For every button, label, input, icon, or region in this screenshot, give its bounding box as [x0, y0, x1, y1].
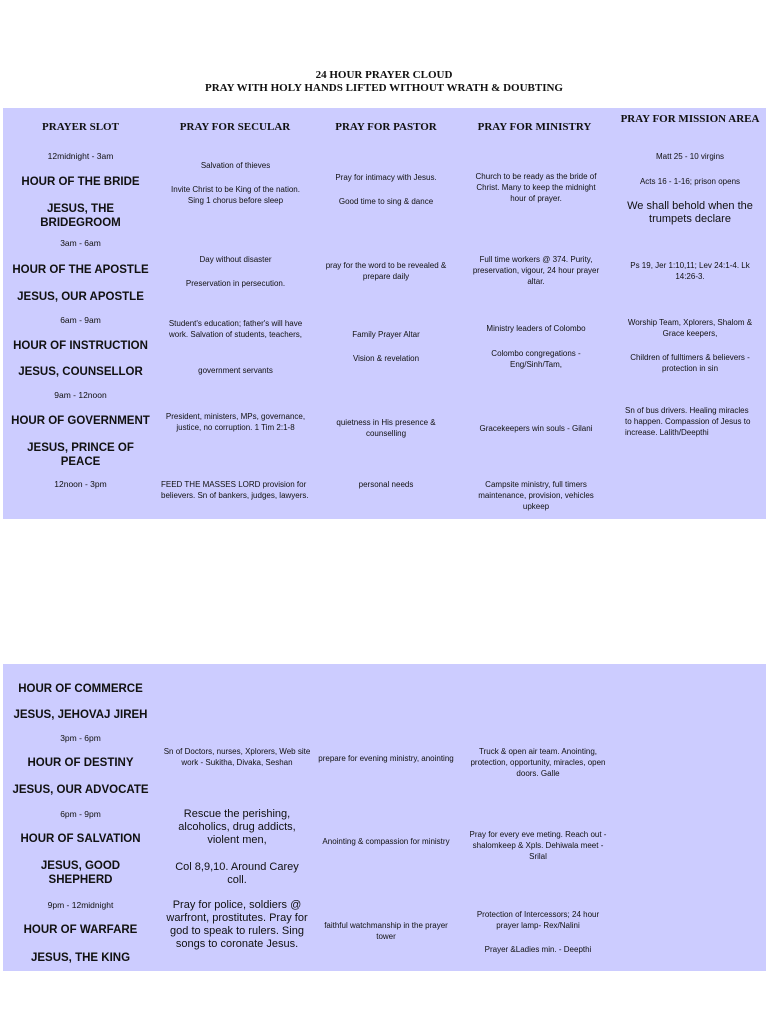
secular-item: President, ministers, MPs, governance, justice, no corruption. 1 Tim 2:1-8 — [165, 412, 306, 432]
slot-hour: HOUR OF SALVATION — [20, 833, 141, 845]
secular-item: Salvation of thieves — [200, 161, 271, 170]
slot-name: JESUS, THE KING — [30, 952, 131, 964]
slot-hour: HOUR OF GOVERNMENT — [11, 415, 150, 427]
slot-name: JESUS, THE BRIDEGROOM — [40, 203, 121, 229]
secular-item: Pray for police, soldiers @ warfront, prostitutes. Pray for god to speak to rulers. Sing songs to coronate Jesus. — [166, 899, 308, 950]
ministry-item: Campsite ministry, full timers maintenance, provision, vehicles upkeep — [478, 480, 594, 511]
mission-item: Matt 25 - 10 virgins — [655, 152, 725, 161]
doc-title: 24 HOUR PRAYER CLOUD — [315, 69, 453, 81]
header-prayer-slot: PRAYER SLOT — [42, 121, 119, 133]
mission-item: Ps 19, Jer 1:10,11; Lev 24:1-4. Lk 14:26-3. — [630, 261, 750, 281]
secular-item: government servants — [198, 366, 273, 375]
slot-hour: HOUR OF THE BRIDE — [21, 176, 140, 188]
pastor-item: Family Prayer Altar — [352, 330, 420, 339]
header-secular: PRAY FOR SECULAR — [179, 121, 291, 133]
header-mission-area: PRAY FOR MISSION AREA — [620, 113, 760, 125]
pastor-item: Anointing & compassion for ministry — [322, 837, 450, 846]
mission-item: Children of fulltimers & believers - protection in sin — [630, 353, 750, 373]
pastor-item: faithful watchmanship in the prayer tower — [324, 921, 448, 941]
slot-hour: HOUR OF THE APOSTLE — [12, 264, 149, 276]
slot-name: JESUS, OUR ADVOCATE — [12, 784, 149, 796]
secular-item: Col 8,9,10. Around Carey coll. — [175, 861, 299, 886]
schedule-panel-2 — [3, 664, 766, 971]
mission-item: We shall behold when the trumpets declare — [627, 200, 753, 225]
header-pastor: PRAY FOR PASTOR — [335, 121, 437, 133]
pastor-item: Good time to sing & dance — [338, 197, 434, 206]
pastor-item: pray for the word to be revealed & prepare daily — [325, 261, 447, 281]
slot-time: 3pm - 6pm — [60, 733, 101, 743]
slot-time: 9pm - 12midnight — [47, 900, 114, 910]
pastor-item: prepare for evening ministry, anointing — [318, 754, 454, 763]
slot-time: 12noon - 3pm — [54, 479, 107, 489]
pastor-item: quietness in His presence & counselling — [336, 418, 436, 438]
slot-time: 6pm - 9pm — [60, 809, 101, 819]
secular-item: Rescue the perishing, alcoholics, drug addicts, violent men, — [178, 808, 296, 846]
ministry-item: Prayer &Ladies min. - Deepthi — [484, 945, 592, 954]
ministry-item: Church to be ready as the bride of Christ. Many to keep the midnight hour of prayer. — [475, 172, 597, 203]
slot-time: 12midnight - 3am — [47, 151, 114, 161]
ministry-item: Full time workers @ 374. Purity, preservation, vigour, 24 hour prayer altar. — [472, 255, 600, 286]
ministry-item: Colombo congregations - Eng/Sinh/Tam, — [491, 349, 581, 369]
secular-item: Preservation in persecution. — [185, 279, 286, 288]
pastor-item: personal needs — [358, 480, 414, 489]
slot-name: JESUS, COUNSELLOR — [18, 366, 143, 378]
secular-item: FEED THE MASSES LORD provision for believers. Sn of bankers, judges, lawyers. — [161, 480, 309, 500]
slot-hour: HOUR OF DESTINY — [27, 757, 134, 769]
slot-hour: HOUR OF COMMERCE — [18, 683, 143, 695]
pastor-item: Vision & revelation — [352, 354, 420, 363]
schedule-panel-1 — [3, 108, 766, 519]
slot-hour: HOUR OF WARFARE — [23, 924, 138, 936]
ministry-item: Gracekeepers win souls - Gilani — [479, 424, 593, 433]
ministry-item: Protection of Intercessors; 24 hour prayer lamp- Rex/Nalini — [476, 910, 600, 930]
ministry-item: Ministry leaders of Colombo — [486, 324, 586, 333]
secular-item: Day without disaster — [199, 255, 272, 264]
ministry-item: Truck & open air team. Anointing, protection, opportunity, miracles, open doors. Galle — [470, 747, 606, 778]
header-ministry: PRAY FOR MINISTRY — [477, 121, 592, 133]
secular-item: Invite Christ to be King of the nation. Sing 1 chorus before sleep — [171, 185, 300, 205]
slot-time: 3am - 6am — [60, 238, 101, 248]
slot-name: JESUS, JEHOVAJ JIREH — [13, 709, 148, 721]
secular-item: Sn of Doctors, nurses, Xplorers, Web site work - Sukitha, Divaka, Seshan — [163, 747, 311, 767]
pastor-item: Pray for intimacy with Jesus. — [335, 173, 437, 182]
slot-name: JESUS, PRINCE OF PEACE — [27, 442, 134, 468]
slot-hour: HOUR OF INSTRUCTION — [13, 340, 148, 352]
doc-subtitle: PRAY WITH HOLY HANDS LIFTED WITHOUT WRATH & DOUBTING — [205, 82, 563, 94]
slot-time: 6am - 9am — [60, 315, 101, 325]
slot-name: JESUS, GOOD SHEPHERD — [40, 860, 121, 886]
ministry-item: Pray for every eve meting. Reach out - shalomkeep & Xpls. Dehiwala meet - Srilal — [469, 830, 607, 861]
mission-item: Acts 16 - 1-16; prison opens — [639, 177, 741, 186]
secular-item: Student's education; father's will have work. Salvation of students, teachers, — [168, 319, 303, 339]
slot-name: JESUS, OUR APOSTLE — [17, 291, 144, 303]
mission-item: Sn of bus drivers. Healing miracles to happen. Compassion of Jesus to increase. Lalith/Deepthi — [625, 406, 751, 437]
slot-time: 9am - 12noon — [54, 390, 107, 400]
mission-item: Worship Team, Xplorers, Shalom & Grace keepers, — [627, 318, 753, 338]
